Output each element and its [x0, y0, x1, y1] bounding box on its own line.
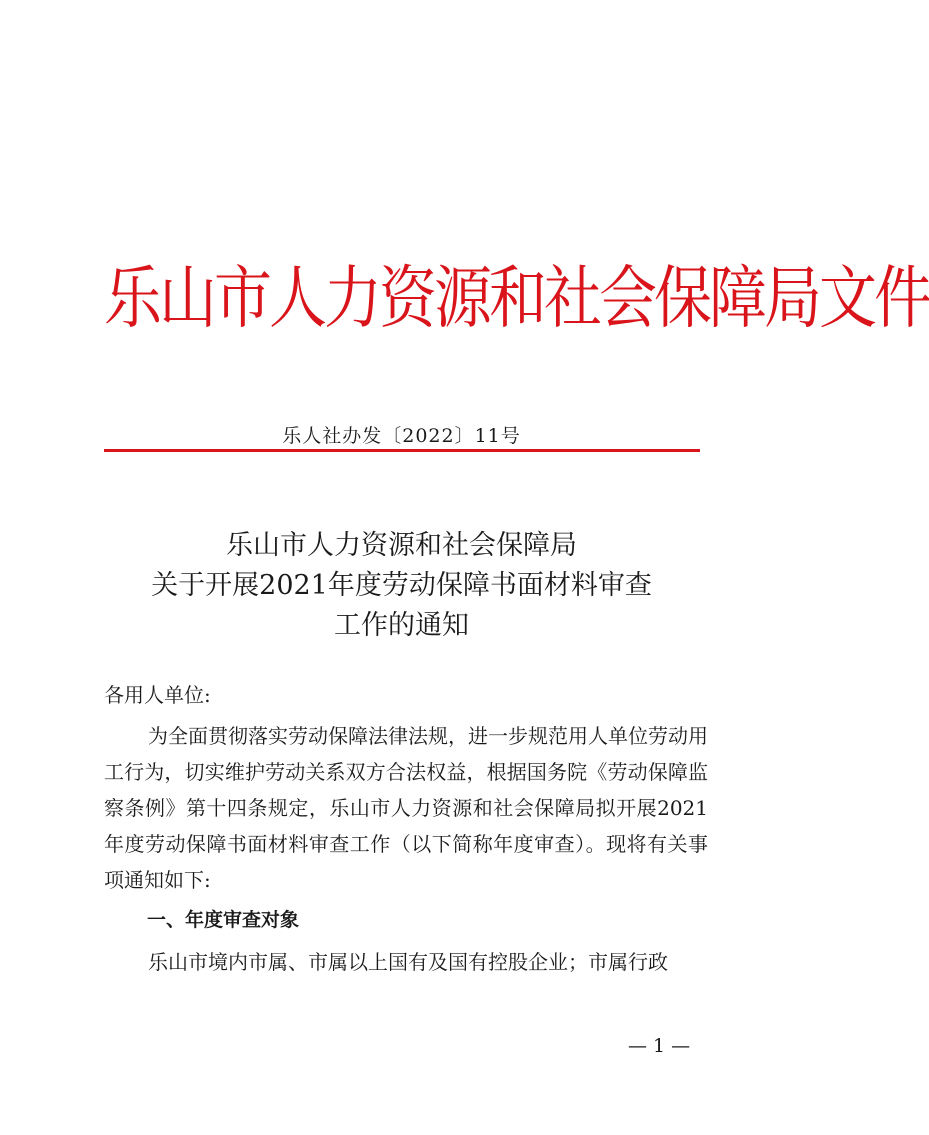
- salutation: 各用人单位:: [104, 683, 211, 707]
- body-paragraph: 为全面贯彻落实劳动保障法律法规，进一步规范用人单位劳动用工行为，切实维护劳动关系双方合法权益，根据国务院《劳动保障监察条例》第十四条规定，乐山市人力资源和社会保障局拟开展2021年度劳动保障书面材料审查工作（以下简称年度审查）。现将有关事项通知如下:: [104, 724, 708, 892]
- section-heading: 一、年度审查对象: [147, 909, 300, 931]
- notice-title: [0, 526, 803, 646]
- page-number: — 1 —: [628, 1035, 691, 1057]
- title-line: 关于开展2021年度劳动保障书面材料审查: [151, 570, 652, 601]
- header-divider: [104, 449, 700, 452]
- document-header-title: 乐山市人力资源和社会保障局文件: [104, 257, 929, 339]
- document-number: 乐人社办发〔2022〕11号: [282, 425, 521, 447]
- body-paragraph: 乐山市境内市属、市属以上国有及国有控股企业；市属行政: [148, 950, 668, 974]
- title-line: 工作的通知: [334, 610, 469, 641]
- title-line: 乐山市人力资源和社会保障局: [226, 530, 577, 561]
